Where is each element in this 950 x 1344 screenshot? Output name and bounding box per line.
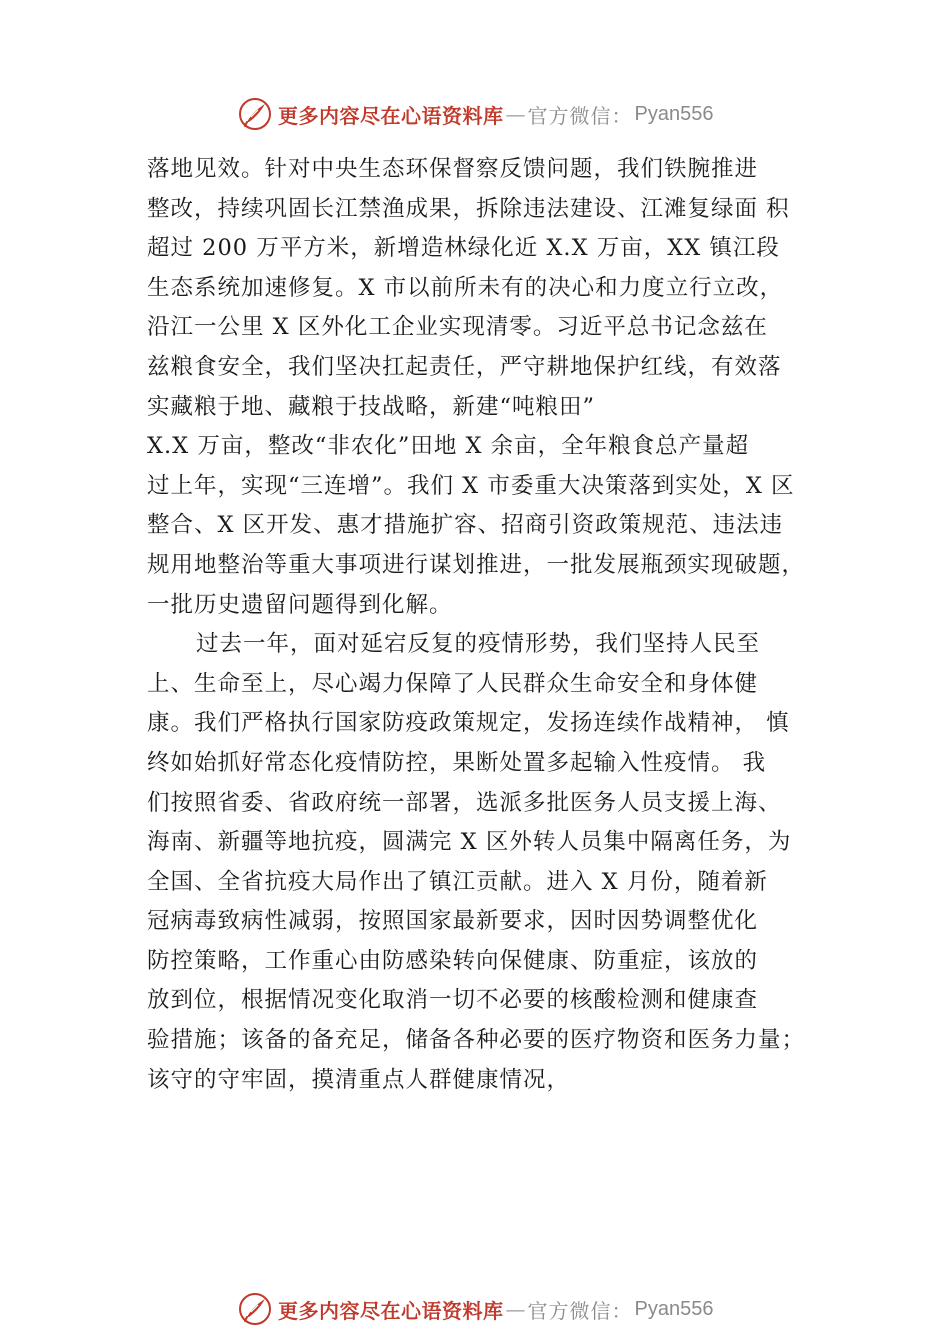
banner-title: 更多内容尽在心语资料库 [278,103,504,128]
document-body [147,150,847,1100]
header-banner [238,96,713,132]
text-line: 生态系统加速修复。X 市以前所未有的决心和力度立行立改， [147,274,784,301]
text-line: 规用地整治等重大事项进行谋划推进，一批发展瓶颈实现破题， [147,551,806,578]
banner-wechat-id: Pyan556 [634,102,714,125]
text-line: 放到位，根据情况变化取消一切不必要的核酸检测和健康查 [147,987,759,1014]
text-line: 上、生命至上，尽心竭力保障了人民群众生命安全和身体健 [147,670,759,697]
text-line: 海南、新疆等地抗疫，圆满完 X 区外转人员集中隔离任务，为 [147,829,792,856]
text-line: X.X 万亩，整改“非农化”田地 X 余亩，全年粮食总产量超 [147,433,750,460]
text-line: 全国、全省抗疫大局作出了镇江贡献。进入 X 月份，随着新 [147,868,768,895]
banner-separator: — [505,1297,526,1321]
text-line: 整改，持续巩固长江禁渔成果，拆除违法建设、江滩复绿面 积 [147,195,790,222]
text-line: 超过 200 万平方米，新增造林绿化近 X.X 万亩，XX 镇江段 [147,235,780,262]
text-line: 兹粮食安全，我们坚决扛起责任，严守耕地保护红线，有效落 [147,353,782,380]
quill-pen-logo-icon [238,97,272,131]
footer-banner [238,1291,713,1327]
banner-separator: — [505,102,526,126]
text-line: 过上年，实现“三连增”。我们 X 市委重大决策落到实处，X 区 [147,472,795,499]
banner-title: 更多内容尽在心语资料库 [278,1298,504,1323]
text-line: 终如始抓好常态化疫情防控，果断处置多起输入性疫情。 我 [147,749,767,776]
quill-pen-logo-icon [238,1292,272,1326]
text-line: 康。我们严格执行国家防疫政策规定，发扬连续作战精神， 慎 [147,710,790,737]
banner-wechat-id: Pyan556 [634,1297,714,1320]
text-line: 落地见效。针对中央生态环保督察反馈问题，我们铁腕推进 [147,156,759,182]
text-line: 该守的守牢固，摸清重点人群健康情况， [147,1066,571,1093]
text-line: 一批历史遗留问题得到化解。 [147,591,453,618]
text-line: 们按照省委、省政府统一部署，选派多批医务人员支援上海、 [147,789,782,816]
text-line: 防控策略，工作重心由防感染转向保健康、防重症，该放的 [147,947,759,974]
banner-label: 官方微信： [527,1298,633,1323]
text-line: 实藏粮于地、藏粮于技战略，新建“吨粮田” [147,393,596,420]
text-line: 沿江一公里 X 区外化工企业实现清零。习近平总书记念兹在 [147,314,768,341]
text-line: 验措施；该备的备充足，储备各种必要的医疗物资和医务力量； [147,1027,806,1054]
text-line: 整合、X 区开发、惠才措施扩容、招商引资政策规范、违法违 [147,512,784,539]
paragraph-start-line: 过去一年，面对延宕反复的疫情形势，我们坚持人民至 [196,631,761,658]
text-line: 冠病毒致病性减弱，按照国家最新要求，因时因势调整优化 [147,908,759,935]
banner-label: 官方微信： [527,103,633,128]
